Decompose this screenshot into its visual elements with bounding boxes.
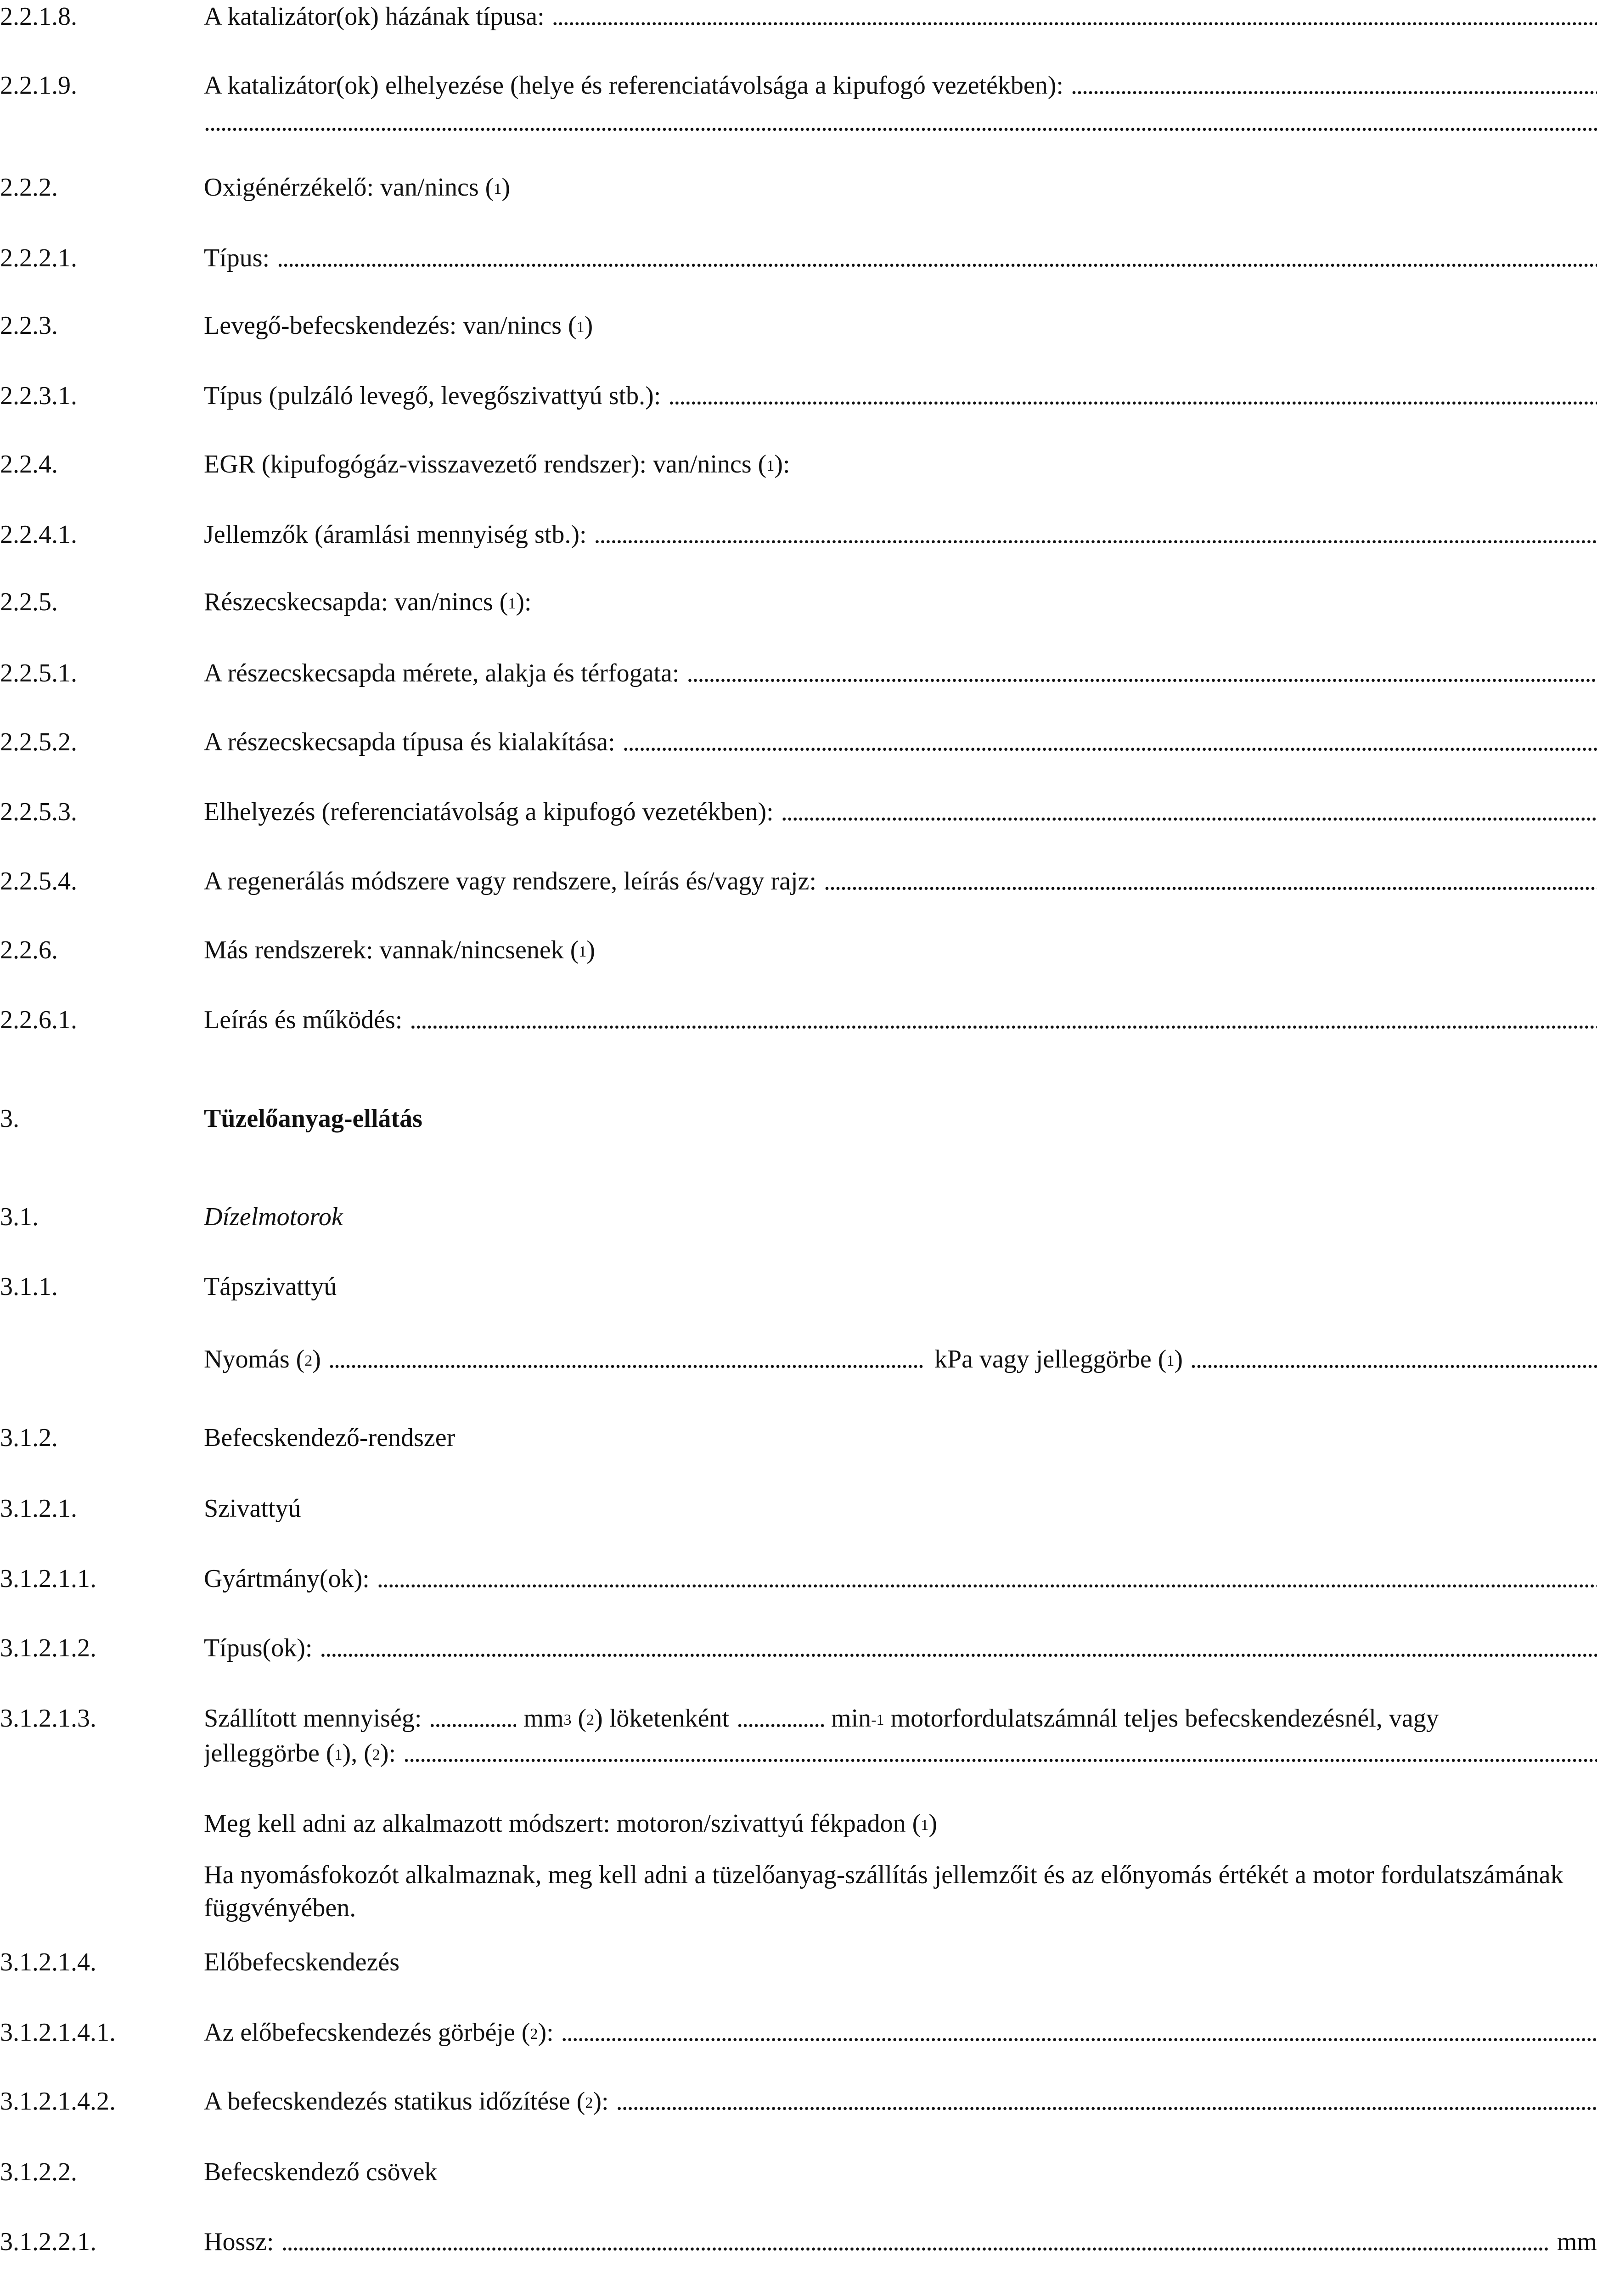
field-label: Szivattyú <box>204 1494 301 1523</box>
field-label: Részecskecsapda: van/nincs ( <box>204 588 508 616</box>
section-number: 2.2.5.3. <box>0 798 77 826</box>
section-number: 3.1. <box>0 1203 39 1231</box>
field-label: Típus(ok): <box>204 1634 313 1662</box>
form-row-continuation <box>0 1737 1597 1773</box>
field-label-end: ): <box>774 450 790 478</box>
field-label-end: ): <box>516 588 532 616</box>
section-number: 3.1.2.1.4. <box>0 1948 96 1976</box>
form-row <box>0 0 1597 37</box>
field-label: A katalizátor(ok) házának típusa: <box>204 2 545 31</box>
field-label: Szállított mennyiség: <box>204 1704 422 1733</box>
subsection-heading: Dízelmotorok <box>204 1203 343 1231</box>
form-row <box>0 1270 1597 1307</box>
field-label: Nyomás ( <box>204 1345 305 1373</box>
section-number: 2.2.2.1. <box>0 244 77 272</box>
form-row <box>0 934 1597 970</box>
fill-in-line[interactable] <box>1190 1343 1597 1376</box>
fill-in-line[interactable] <box>410 1003 1597 1036</box>
field-label: A regenerálás módszere vagy rendszere, leírás és/vagy rajz: <box>204 867 817 895</box>
fill-in-line[interactable] <box>686 657 1597 690</box>
form-row <box>0 726 1597 762</box>
superscript: 3 <box>563 1711 572 1728</box>
fill-in-line[interactable] <box>281 2225 1549 2258</box>
footnote-ref[interactable]: 1 <box>576 319 585 336</box>
form-row <box>0 657 1597 693</box>
form-row <box>0 795 1597 832</box>
form-row <box>0 1421 1597 1458</box>
form-row <box>0 379 1597 416</box>
field-label: A részecskecsapda típusa és kialakítása: <box>204 728 615 756</box>
fill-in-line[interactable] <box>737 1702 824 1735</box>
section-number: 3.1.2.1.3. <box>0 1704 96 1733</box>
subsection-heading-row <box>0 1200 1597 1237</box>
footnote-ref[interactable]: 2 <box>586 1711 595 1728</box>
form-row <box>0 1562 1597 1599</box>
section-heading: Tüzelőanyag-ellátás <box>204 1104 422 1133</box>
form-row <box>0 585 1597 622</box>
fill-in-line[interactable] <box>616 2085 1597 2118</box>
field-label: Leírás és működés: <box>204 1006 403 1034</box>
form-row <box>0 448 1597 484</box>
unit-label: kPa vagy jelleggörbe ( <box>934 1345 1167 1373</box>
field-label-end: ): <box>380 1739 396 1767</box>
form-row <box>0 309 1597 346</box>
section-number: 3.1.2. <box>0 1424 58 1452</box>
form-row <box>0 1702 1597 1739</box>
field-label: Hossz: <box>204 2228 274 2256</box>
footnote-ref[interactable]: 1 <box>494 180 502 197</box>
form-row <box>0 1492 1597 1529</box>
section-number: 2.2.3. <box>0 311 58 340</box>
footnote-ref[interactable]: 2 <box>304 1352 313 1369</box>
form-row <box>0 2225 1597 2262</box>
unit-label: mm <box>523 1704 564 1733</box>
section-number: 2.2.6.1. <box>0 1006 77 1034</box>
fill-in-line[interactable] <box>277 242 1597 275</box>
superscript: -1 <box>871 1711 884 1728</box>
fill-in-line[interactable] <box>824 865 1597 898</box>
field-label-end: ) <box>312 1345 321 1373</box>
instruction-text: Meg kell adni az alkalmazott módszert: motoron/szivattyú fékpadon ( <box>204 1809 921 1838</box>
form-row <box>0 69 1597 106</box>
field-label-end: ) <box>501 173 510 202</box>
instruction-paragraph: Ha nyomásfokozót alkalmaznak, meg kell adni a tüzelőanyag-szállítás jellemzőit és az előnyomás értékét a motor fordulatszámának függvényében. <box>204 1861 1563 1922</box>
fill-in-line[interactable] <box>561 2016 1597 2049</box>
footnote-ref[interactable]: 1 <box>579 943 587 960</box>
field-label-end: ) <box>586 936 596 964</box>
field-label-part: motorfordulatszámnál teljes befecskendezésnél, vagy <box>890 1704 1439 1733</box>
unit-label-end: ) <box>1174 1345 1183 1373</box>
field-label-part: jelleggörbe ( <box>204 1739 335 1767</box>
fill-in-line[interactable] <box>594 518 1597 551</box>
section-number: 2.2.3.1. <box>0 382 77 410</box>
fill-in-line[interactable] <box>320 1632 1597 1665</box>
field-label: Levegő-befecskendezés: van/nincs ( <box>204 311 577 340</box>
section-number: 2.2.6. <box>0 936 58 964</box>
form-row <box>0 2085 1597 2122</box>
footnote-ref[interactable]: 1 <box>508 595 516 612</box>
form-row <box>0 1946 1597 1982</box>
section-number: 3. <box>0 1104 19 1133</box>
fill-in-line[interactable] <box>377 1562 1597 1595</box>
form-row <box>0 2016 1597 2053</box>
section-number: 2.2.5.4. <box>0 867 77 895</box>
section-heading-row <box>0 1102 1597 1139</box>
field-label: Az előbefecskendezés görbéje ( <box>204 2018 530 2047</box>
section-number: 2.2.4.1. <box>0 520 77 549</box>
section-number: 2.2.2. <box>0 173 58 202</box>
field-label: Oxigénérzékelő: van/nincs ( <box>204 173 494 202</box>
section-number: 3.1.1. <box>0 1272 58 1301</box>
field-label-end: ): <box>593 2087 609 2116</box>
section-number: 2.2.5.2. <box>0 728 77 756</box>
section-number: 3.1.2.1.1. <box>0 1564 96 1593</box>
form-row <box>0 518 1597 555</box>
section-number: 3.1.2.1.4.1. <box>0 2018 116 2047</box>
footnote-ref[interactable]: 1 <box>1166 1352 1175 1369</box>
field-label-part: ) löketenként <box>594 1704 730 1733</box>
section-number: 3.1.2.1. <box>0 1494 77 1523</box>
form-row <box>0 1343 1597 1379</box>
section-number: 3.1.2.1.4.2. <box>0 2087 116 2116</box>
field-label: Típus: <box>204 244 270 272</box>
field-label-part: ( <box>578 1704 587 1733</box>
section-number: 2.2.1.9. <box>0 71 77 100</box>
field-label-end: ): <box>538 2018 554 2047</box>
footnote-ref[interactable]: 2 <box>372 1746 380 1763</box>
section-number: 2.2.4. <box>0 450 58 478</box>
field-label: A részecskecsapda mérete, alakja és térfogata: <box>204 659 680 687</box>
fill-in-line[interactable] <box>1071 69 1597 102</box>
field-label: Jellemzők (áramlási mennyiség stb.): <box>204 520 587 549</box>
fill-in-line[interactable] <box>552 0 1597 33</box>
field-label-end: ) <box>584 311 593 340</box>
unit-label: mm <box>1557 2228 1597 2256</box>
form-row <box>0 242 1597 278</box>
form-row-continuation <box>0 106 1597 142</box>
fill-in-line[interactable] <box>668 379 1597 412</box>
instruction-text-end: ) <box>928 1809 937 1838</box>
form-row <box>0 865 1597 901</box>
form-row <box>0 1807 1597 1844</box>
field-label: Más rendszerek: vannak/nincsenek ( <box>204 936 579 964</box>
fill-in-line[interactable] <box>623 726 1597 759</box>
form-row <box>0 171 1597 208</box>
field-label: A katalizátor(ok) elhelyezése (helye és referenciatávolsága a kipufogó vezetékben): <box>204 71 1063 100</box>
footnote-ref[interactable]: 1 <box>766 457 775 474</box>
field-label: A befecskendezés statikus időzítése ( <box>204 2087 585 2116</box>
footnote-ref[interactable]: 1 <box>921 1817 929 1834</box>
field-label: Előbefecskendezés <box>204 1948 399 1976</box>
section-number: 2.2.5. <box>0 588 58 616</box>
field-label: EGR (kipufogógáz-visszavezető rendszer): van/nincs ( <box>204 450 767 478</box>
field-label: Elhelyezés (referenciatávolság a kipufogó vezetékben): <box>204 798 774 826</box>
fill-in-line[interactable] <box>204 106 1597 139</box>
form-row <box>0 1632 1597 1668</box>
footnote-ref[interactable]: 1 <box>334 1746 343 1763</box>
section-number: 3.1.2.1.2. <box>0 1634 96 1662</box>
unit-label: min <box>831 1704 872 1733</box>
fill-in-line[interactable] <box>429 1702 516 1735</box>
section-number: 2.2.1.8. <box>0 2 77 31</box>
section-number: 3.1.2.2. <box>0 2158 77 2186</box>
fill-in-line[interactable] <box>781 795 1597 828</box>
form-row <box>0 1003 1597 1040</box>
field-label: Befecskendező-rendszer <box>204 1424 455 1452</box>
fill-in-line[interactable] <box>403 1737 1597 1770</box>
section-number: 3.1.2.2.1. <box>0 2228 96 2256</box>
footnote-ref[interactable]: 2 <box>530 2026 538 2043</box>
section-number: 2.2.5.1. <box>0 659 77 687</box>
field-label: Gyártmány(ok): <box>204 1564 370 1593</box>
field-label: Tápszivattyú <box>204 1272 337 1301</box>
field-label: Befecskendező csövek <box>204 2158 438 2186</box>
field-label-part: ), ( <box>342 1739 372 1767</box>
fill-in-line[interactable] <box>328 1343 925 1376</box>
form-row <box>0 2155 1597 2192</box>
footnote-ref[interactable]: 2 <box>585 2094 593 2111</box>
field-label: Típus (pulzáló levegő, levegőszivattyú stb.): <box>204 382 661 410</box>
